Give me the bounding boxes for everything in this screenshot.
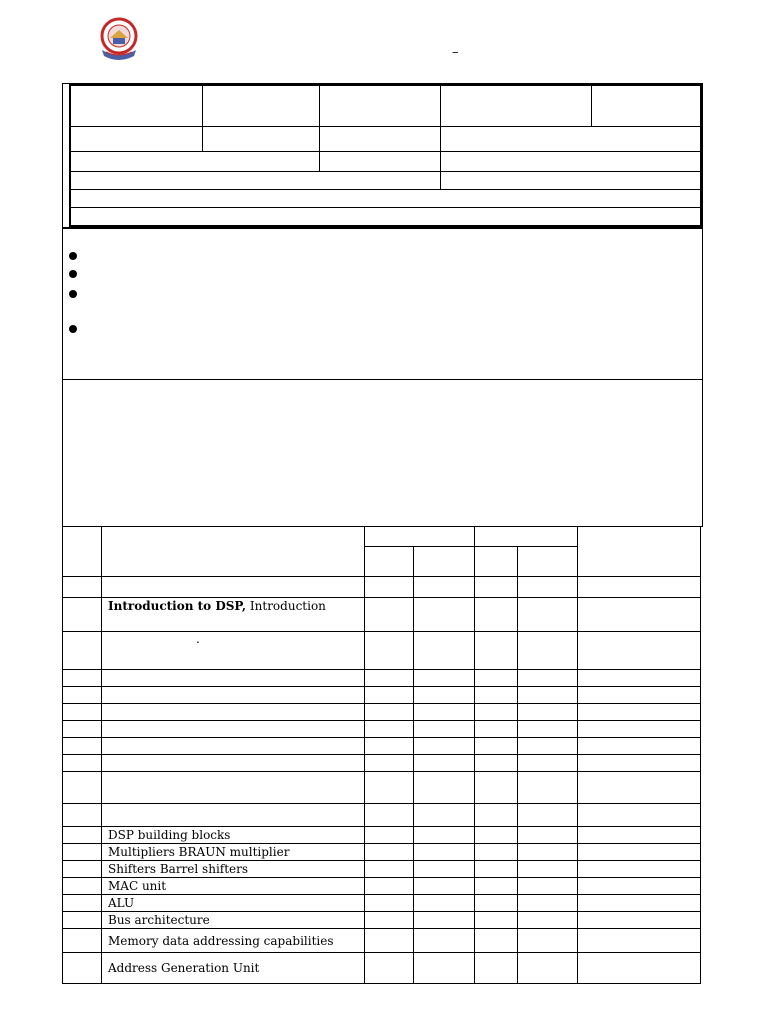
cell (475, 687, 518, 704)
topic-cell (102, 804, 365, 827)
cell (518, 687, 578, 704)
topic-cell (102, 577, 365, 598)
cell (518, 772, 578, 804)
cell (518, 721, 578, 738)
sno-cell (63, 827, 102, 844)
sno-cell (63, 721, 102, 738)
course-objectives-box (62, 228, 703, 380)
grid-line (591, 85, 592, 126)
topic-cell: ALU (102, 895, 365, 912)
cell (475, 953, 518, 984)
cell (518, 598, 578, 632)
cell (578, 895, 701, 912)
cell (365, 929, 414, 953)
sno-cell (63, 861, 102, 878)
cell (414, 861, 475, 878)
cell (475, 704, 518, 721)
cell (578, 878, 701, 895)
course-outcomes-box (62, 379, 703, 527)
header-cell (518, 547, 578, 577)
cell (365, 632, 414, 670)
table-row (63, 632, 701, 670)
table-row (63, 577, 701, 598)
cell (475, 738, 518, 755)
grid-line (69, 151, 702, 152)
sno-cell (63, 704, 102, 721)
cell (518, 929, 578, 953)
table-row (63, 738, 701, 755)
table-row (63, 670, 701, 687)
cell (518, 577, 578, 598)
cell (414, 772, 475, 804)
cell (475, 598, 518, 632)
table-row (63, 772, 701, 804)
cell (475, 577, 518, 598)
sno-cell (63, 878, 102, 895)
cell (578, 772, 701, 804)
topic-cell (102, 772, 365, 804)
cell (365, 687, 414, 704)
grid-line (319, 85, 320, 171)
cell (365, 953, 414, 984)
sno-cell (63, 598, 102, 632)
cell (414, 632, 475, 670)
cell (365, 704, 414, 721)
topic-cell: Address Generation Unit (102, 953, 365, 984)
grid-line (69, 189, 702, 190)
cell (365, 827, 414, 844)
sno-cell (63, 804, 102, 827)
header-cell (475, 527, 578, 547)
grid-line (440, 85, 441, 189)
cell (414, 738, 475, 755)
grid-line (69, 207, 702, 208)
topic-cell (102, 738, 365, 755)
cell (578, 670, 701, 687)
cell (414, 577, 475, 598)
cell (475, 878, 518, 895)
topic-cell: Multipliers BRAUN multiplier (102, 844, 365, 861)
lesson-plan-table (62, 526, 701, 984)
cell (518, 827, 578, 844)
topic-cell (102, 598, 365, 632)
cell (414, 804, 475, 827)
cell (518, 704, 578, 721)
cell (475, 912, 518, 929)
sno-cell (63, 755, 102, 772)
topic-cell (102, 755, 365, 772)
cell (578, 861, 701, 878)
table-row (63, 755, 701, 772)
cell (414, 670, 475, 687)
table-row (63, 878, 701, 895)
table-row (63, 912, 701, 929)
table-row (63, 598, 701, 632)
cell (475, 772, 518, 804)
cell (578, 577, 701, 598)
cell (414, 704, 475, 721)
cell (365, 755, 414, 772)
cell (518, 895, 578, 912)
bullet-icon (69, 252, 77, 260)
header-cell (475, 547, 518, 577)
cell (578, 929, 701, 953)
cell (414, 598, 475, 632)
sno-cell (63, 953, 102, 984)
header-cell (414, 547, 475, 577)
cell (578, 844, 701, 861)
header-cell (365, 547, 414, 577)
cell (365, 738, 414, 755)
course-info-grid (69, 84, 702, 227)
cell (475, 755, 518, 772)
grid-line (202, 85, 203, 151)
table-row (63, 895, 701, 912)
cell (414, 755, 475, 772)
cell (578, 632, 701, 670)
sno-cell (63, 577, 102, 598)
cell (414, 953, 475, 984)
bullet-icon (69, 270, 77, 278)
college-emblem-icon (96, 16, 142, 64)
table-row (63, 953, 701, 984)
cell (414, 687, 475, 704)
cell (365, 878, 414, 895)
cell (578, 738, 701, 755)
cell (365, 670, 414, 687)
topic-cell (102, 687, 365, 704)
cell (578, 704, 701, 721)
sno-cell (63, 670, 102, 687)
header-cell (578, 527, 701, 577)
cell (414, 827, 475, 844)
cell (518, 912, 578, 929)
cell (365, 772, 414, 804)
cell (518, 861, 578, 878)
cell (578, 598, 701, 632)
cell (414, 912, 475, 929)
header-cell (63, 527, 102, 577)
cell (578, 804, 701, 827)
cell (578, 755, 701, 772)
table-row (63, 929, 701, 953)
cell (475, 844, 518, 861)
sno-cell (63, 895, 102, 912)
cell (518, 632, 578, 670)
cell (518, 804, 578, 827)
topic-text: Introduction (246, 599, 326, 613)
sno-cell (63, 844, 102, 861)
cell (518, 670, 578, 687)
grid-line (69, 171, 702, 172)
cell (414, 895, 475, 912)
table-row (63, 827, 701, 844)
table-row (63, 687, 701, 704)
cell (518, 953, 578, 984)
cell (365, 804, 414, 827)
cell (578, 827, 701, 844)
topic-text: . (196, 632, 200, 646)
cell (365, 912, 414, 929)
cell (475, 632, 518, 670)
topic-bold: Introduction to DSP, (108, 599, 247, 613)
topic-cell: Bus architecture (102, 912, 365, 929)
cell (578, 912, 701, 929)
table-row (63, 861, 701, 878)
cell (518, 878, 578, 895)
topic-cell: Memory data addressing capabilities (102, 929, 365, 953)
sno-cell (63, 772, 102, 804)
topic-cell: Shifters Barrel shifters (102, 861, 365, 878)
topic-cell (102, 721, 365, 738)
cell (365, 721, 414, 738)
table-header-row (63, 527, 701, 547)
cell (365, 598, 414, 632)
cell (578, 687, 701, 704)
cell (475, 721, 518, 738)
title-dash: – (452, 45, 459, 60)
topic-cell (102, 632, 365, 670)
cell (518, 844, 578, 861)
sno-cell (63, 738, 102, 755)
cell (475, 827, 518, 844)
cell (365, 577, 414, 598)
topic-cell: DSP building blocks (102, 827, 365, 844)
topic-cell (102, 704, 365, 721)
cell (518, 738, 578, 755)
table-row (63, 721, 701, 738)
table-row (63, 804, 701, 827)
sno-cell (63, 687, 102, 704)
cell (578, 721, 701, 738)
cell (475, 804, 518, 827)
cell (475, 895, 518, 912)
cell (365, 861, 414, 878)
cell (475, 670, 518, 687)
sno-cell (63, 632, 102, 670)
topic-cell: MAC unit (102, 878, 365, 895)
cell (414, 878, 475, 895)
cell (414, 721, 475, 738)
topic-cell (102, 670, 365, 687)
cell (365, 895, 414, 912)
table-row (63, 844, 701, 861)
sno-cell (63, 929, 102, 953)
sno-cell (63, 912, 102, 929)
bullet-icon (69, 325, 77, 333)
cell (414, 844, 475, 861)
cell (518, 755, 578, 772)
header-cell (365, 527, 475, 547)
cell (365, 844, 414, 861)
grid-line (69, 126, 702, 127)
cell (475, 861, 518, 878)
header-cell (102, 527, 365, 577)
table-row (63, 704, 701, 721)
cell (414, 929, 475, 953)
cell (475, 929, 518, 953)
bullet-icon (69, 290, 77, 298)
cell (578, 953, 701, 984)
